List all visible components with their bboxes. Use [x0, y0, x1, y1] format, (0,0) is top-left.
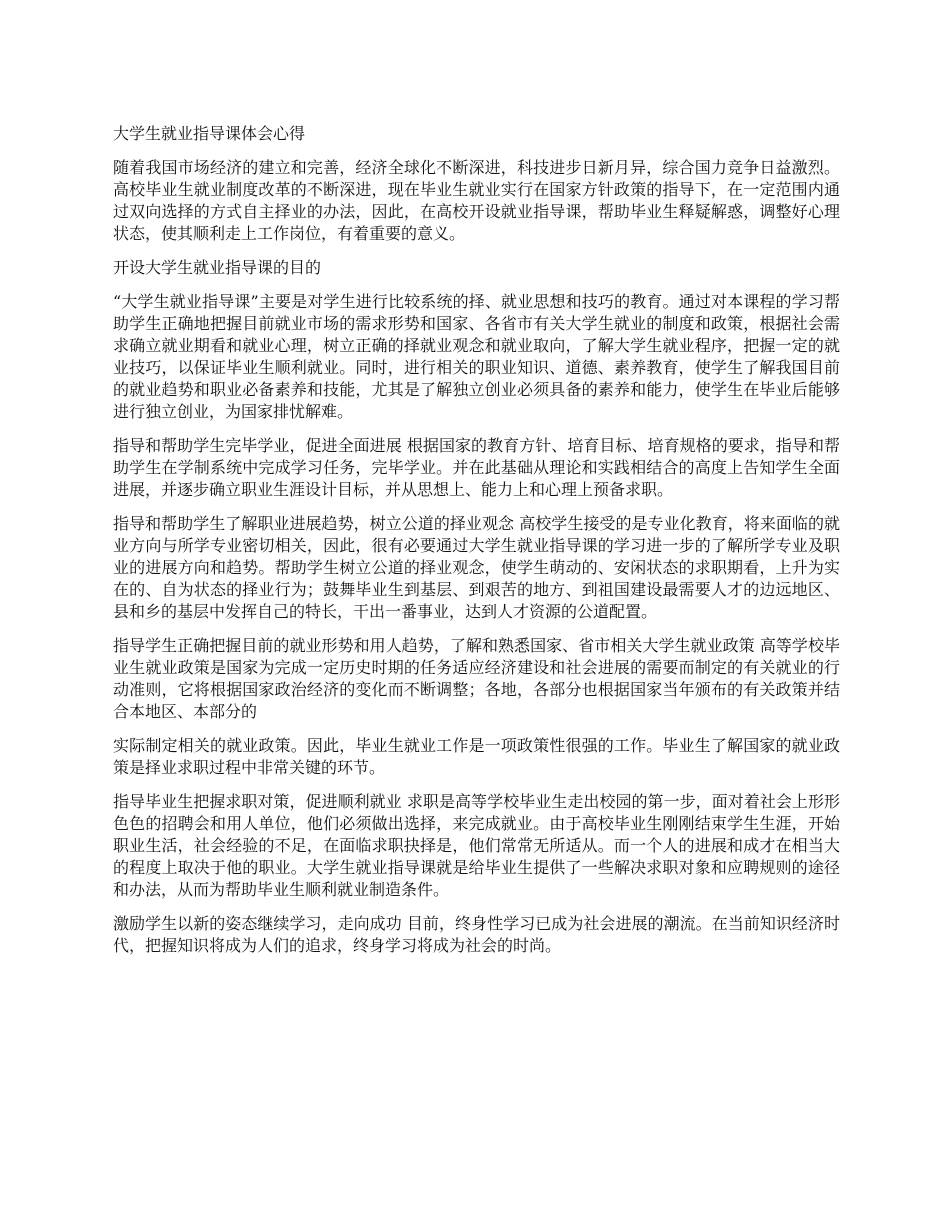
paragraph-employment-policy: 指导学生正确把握目前的就业形势和用人趋势，了解和熟悉国家、省市相关大学生就业政策 高等学校毕业生就业政策是国家为完成一定历史时期的任务适应经济建设和社会进展的需要而制定的有关就业的行动准则，它将根据国家政治经济的变化而不断调整；各地，各部分也根据国家当年颁布的有关政策并结合本地区、本部分的: [113, 636, 840, 721]
document-page: [113, 123, 840, 969]
document-title: 大学生就业指导课体会心得: [113, 124, 306, 143]
paragraph-job-strategy: 指导毕业生把握求职对策，促进顺利就业 求职是高等学校毕业生走出校园的第一步，面对着社会上形形色色的招聘会和用人单位，他们必须做出选择，来完成就业。由于高校毕业生刚刚结束学生生涯，开始职业生活，社会经验的不足，在面临求职抉择是，他们常常无所适从。而一个人的进展和成才在相当大的程度上取决于他的职业。大学生就业指导课就是给毕业生提供了一些解决求职对象和应聘规则的途径和办法，从而为帮助毕业生顺利就业制造条件。: [113, 792, 840, 899]
paragraph-policy-continued: 实际制定相关的就业政策。因此，毕业生就业工作是一项政策性很强的工作。毕业生了解国家的就业政策是择业求职过程中非常关键的环节。: [113, 736, 840, 777]
paragraph-complete-studies: 指导和帮助学生完毕学业，促进全面进展 根据国家的教育方针、培育目标、培育规格的要求，指导和帮助学生在学制系统中完成学习任务，完毕学业。并在此基础从理论和实践相结合的高度上告知学生全面进展，并逐步确立职业生涯设计目标，并从思想上、能力上和心理上预备求职。: [113, 436, 840, 499]
section-heading: 开设大学生就业指导课的目的: [113, 258, 322, 277]
paragraph-lifelong-learning: 激励学生以新的姿态继续学习，走向成功 目前，终身性学习已成为社会进展的潮流。在当前知识经济时代，把握知识将成为人们的追求，终身学习将成为社会的时尚。: [113, 914, 840, 955]
intro-paragraph: 随着我国市场经济的建立和完善，经济全球化不断深进，科技进步日新月异，综合国力竞争日益激烈。高校毕业生就业制度改革的不断深进，现在毕业生就业实行在国家方针政策的指导下，在一定范围内通过双向选择的方式自主择业的办法，因此，在高校开设就业指导课，帮助毕业生释疑解惑，调整好心理状态，使其顺利走上工作岗位，有着重要的意义。: [113, 158, 840, 243]
paragraph-career-trends: 指导和帮助学生了解职业进展趋势，树立公道的择业观念 高校学生接受的是专业化教育，将来面临的就业方向与所学专业密切相关，因此，很有必要通过大学生就业指导课的学习进一步的了解所学专业及职业的进展方向和趋势。帮助学生树立公道的择业观念，使学生萌动的、安闲状态的求职期看，上升为实在的、自为状态的择业行为；鼓舞毕业生到基层、到艰苦的地方、到祖国建设最需要人才的边远地区、县和乡的基层中发挥自己的特长，干出一番事业，达到人才资源的公道配置。: [113, 514, 840, 621]
paragraph-purpose: “大学生就业指导课”主要是对学生进行比较系统的择、就业思想和技巧的教育。通过对本课程的学习帮助学生正确地把握目前就业市场的需求形势和国家、各省市有关大学生就业的制度和政策，根据社会需求确立就业期看和就业心理，树立正确的择就业观念和就业取向，了解大学生就业程序，把握一定的就业技巧，以保证毕业生顺利就业。同时，进行相关的职业知识、道德、素养教育，使学生了解我国目前的就业趋势和职业必备素养和技能，尤其是了解独立创业必须具备的素养和能力，使学生在毕业后能够进行独立创业，为国家排忧解难。: [113, 292, 840, 421]
